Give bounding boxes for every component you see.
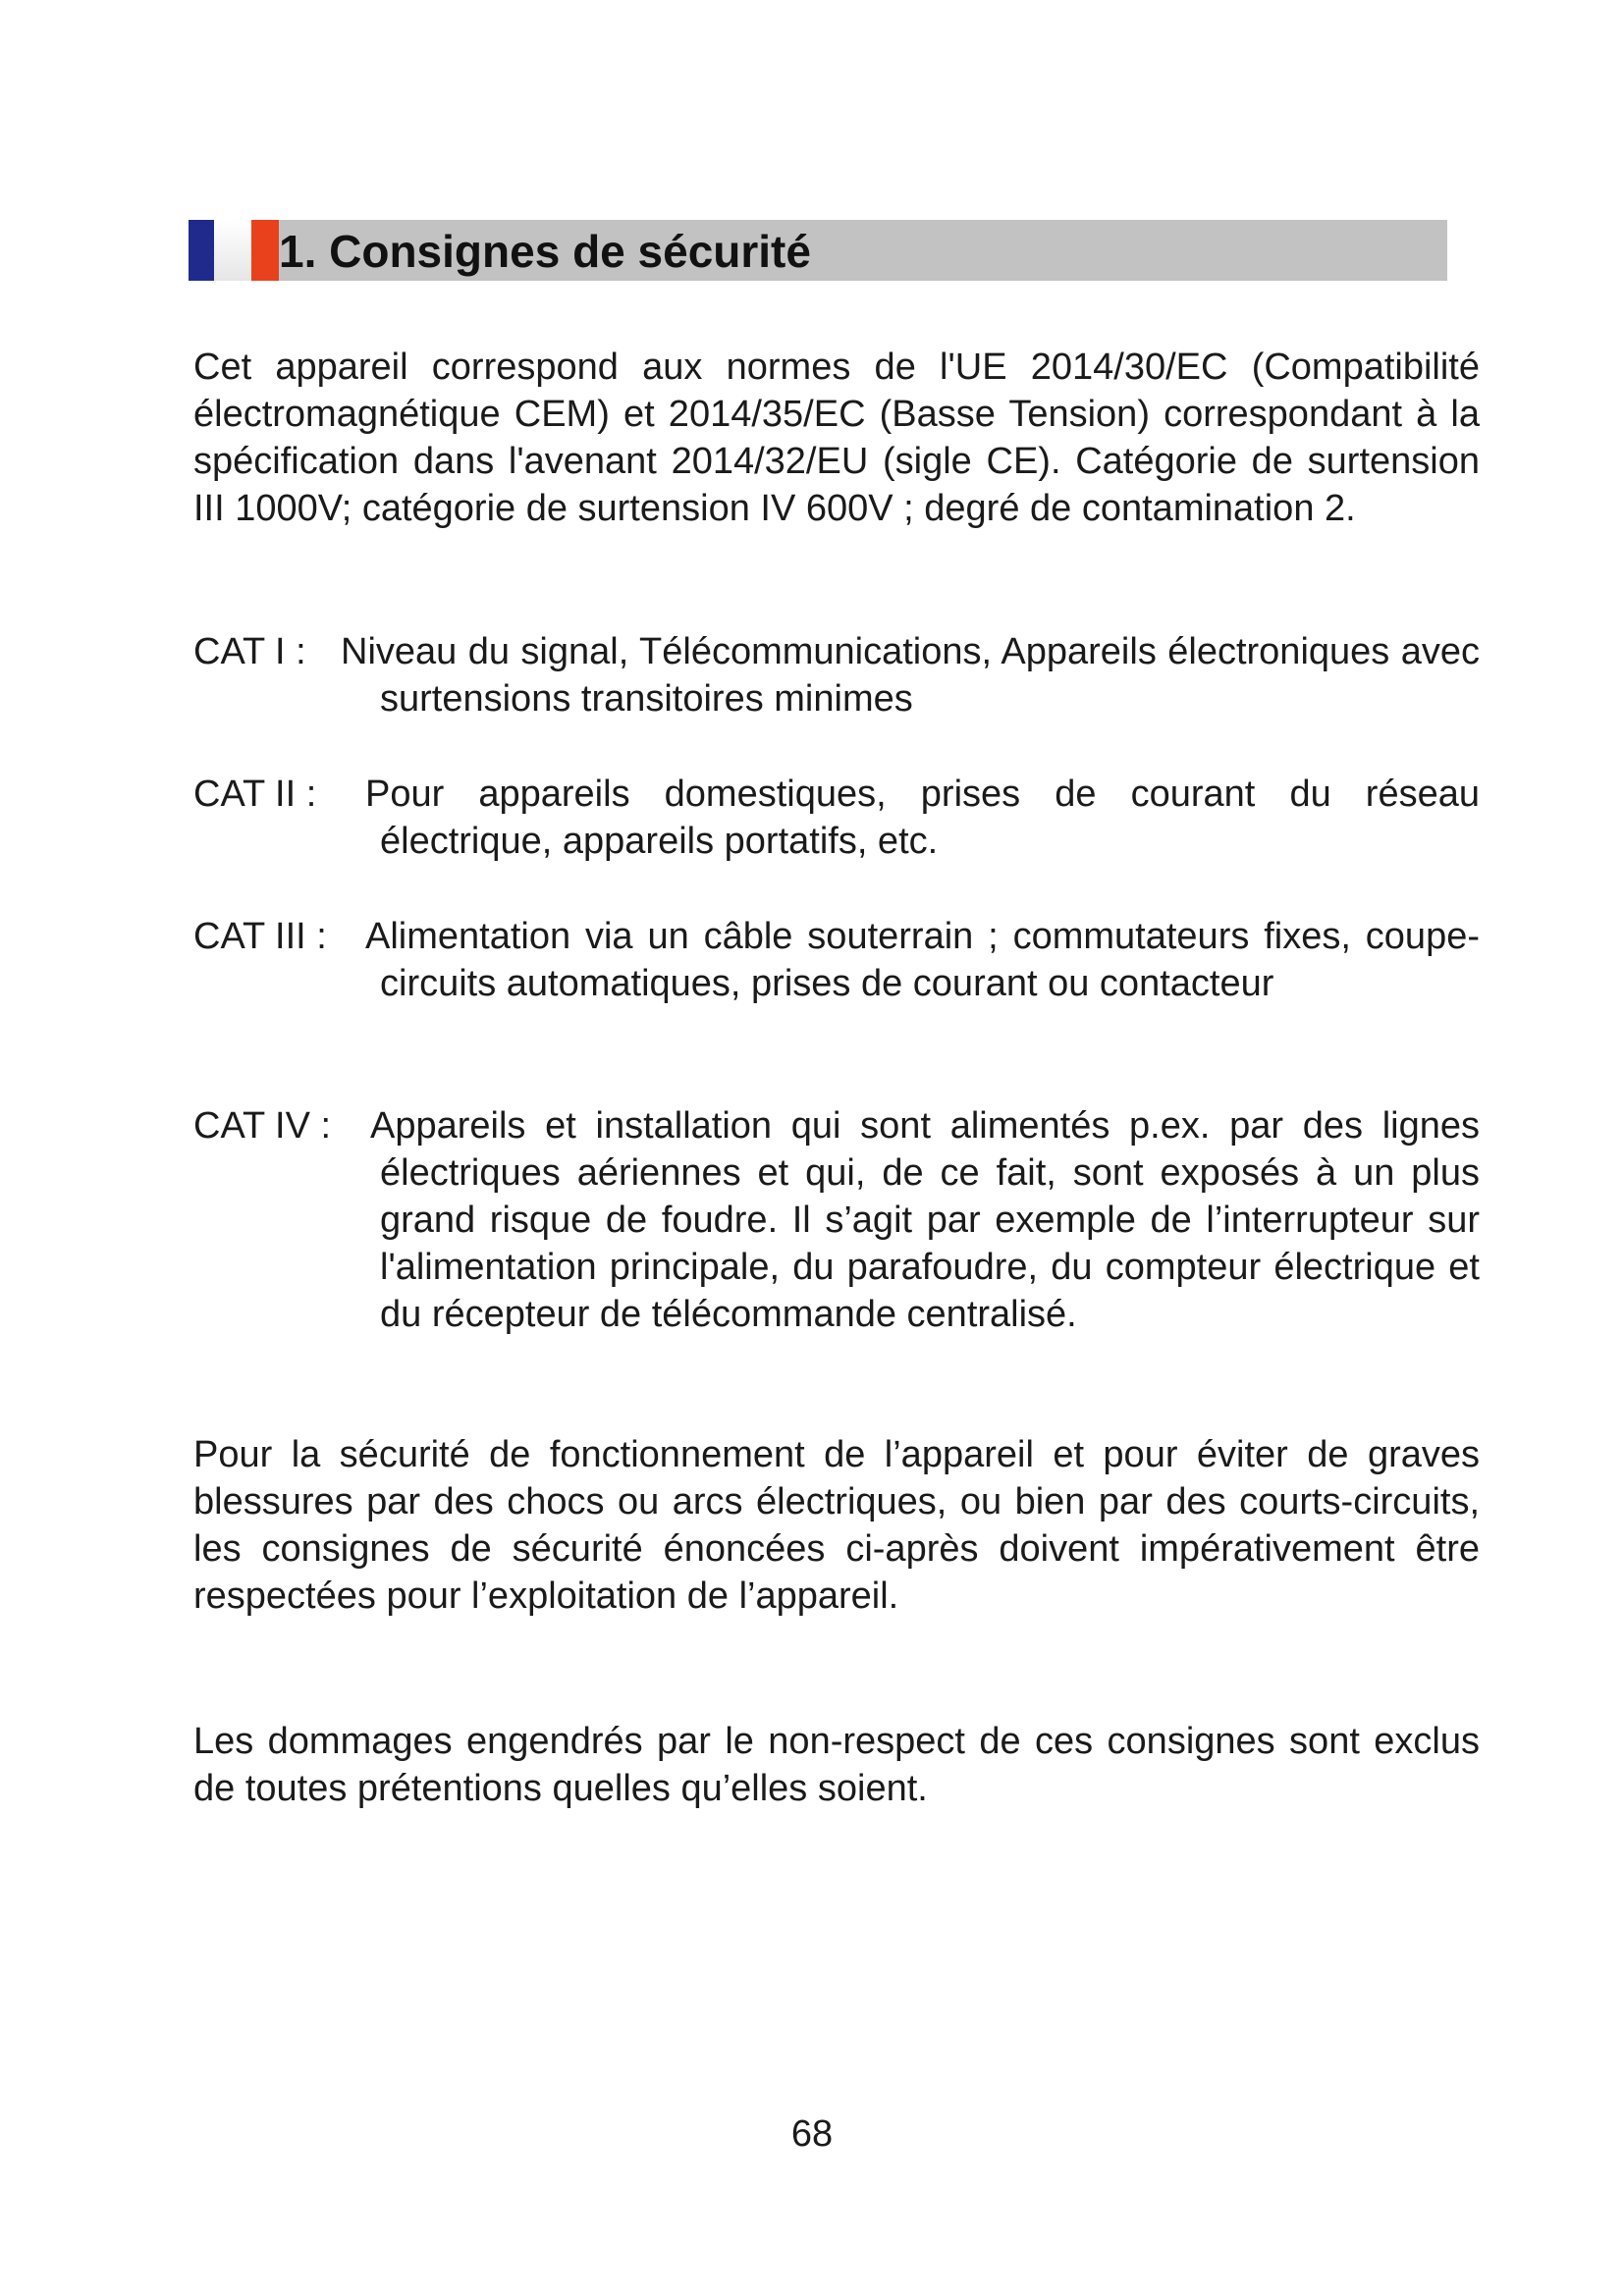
flag-stripe-blue [189, 220, 214, 281]
flag-stripe-white [214, 220, 251, 281]
cat-label: CAT I : [193, 631, 306, 672]
cat-label: CAT IV : [193, 1105, 332, 1147]
cat-description: Pour appareils domestiques, prises de courant du réseau électrique, appareils portatifs, etc. [365, 774, 1480, 862]
cat-description: Appareils et installation qui sont alimentés p.ex. par des lignes électriques aériennes et qui, de ce fait, sont exposés à un plus grand risque de foudre. Il s’agit par exemple de l’interrupteur sur l'alimentation principale, du parafoudre, du compteur électrique et du récepteur de télécommande centralisé. [370, 1105, 1480, 1335]
page-number: 68 [790, 2113, 834, 2155]
intro-paragraph: Cet appareil correspond aux normes de l'UE 2014/30/EC (Compatibilité électromagnétique CEM) et 2014/35/EC (Basse Tension) correspondant à la spécification dans l'avenant 2014/32/EU (sigle CE). Catégorie de surtension III 1000V; catégorie de surtension IV 600V ; degré de contamination 2. [193, 347, 1480, 529]
cat-description: Niveau du signal, Télécommunications, Appareils électroniques avec surtensions transitoires minimes [341, 631, 1480, 720]
cat-label: CAT II : [193, 774, 317, 815]
liability-paragraph: Les dommages engendrés par le non-respect de ces consignes sont exclus de toutes prétentions quelles qu’elles soient. [193, 1721, 1480, 1809]
cat-label: CAT III : [193, 916, 327, 957]
section-header [189, 220, 1447, 281]
section-title: 1. Consignes de sécurité [279, 226, 811, 277]
french-flag-icon [189, 220, 279, 281]
cat-item [193, 1102, 1480, 1338]
cat-item [193, 771, 1480, 865]
flag-stripe-red [251, 220, 279, 281]
cat-description: Alimentation via un câble souterrain ; commutateurs fixes, coupe-circuits automatiques, prises de courant ou contacteur [365, 916, 1480, 1004]
cat-item [193, 628, 1480, 722]
safety-paragraph: Pour la sécurité de fonctionnement de l’appareil et pour éviter de graves blessures par des chocs ou arcs électriques, ou bien par des courts-circuits, les consignes de sécurité énoncées ci-après doivent impérativement être respectées pour l’exploitation de l’appareil. [193, 1434, 1480, 1617]
cat-item [193, 913, 1480, 1007]
